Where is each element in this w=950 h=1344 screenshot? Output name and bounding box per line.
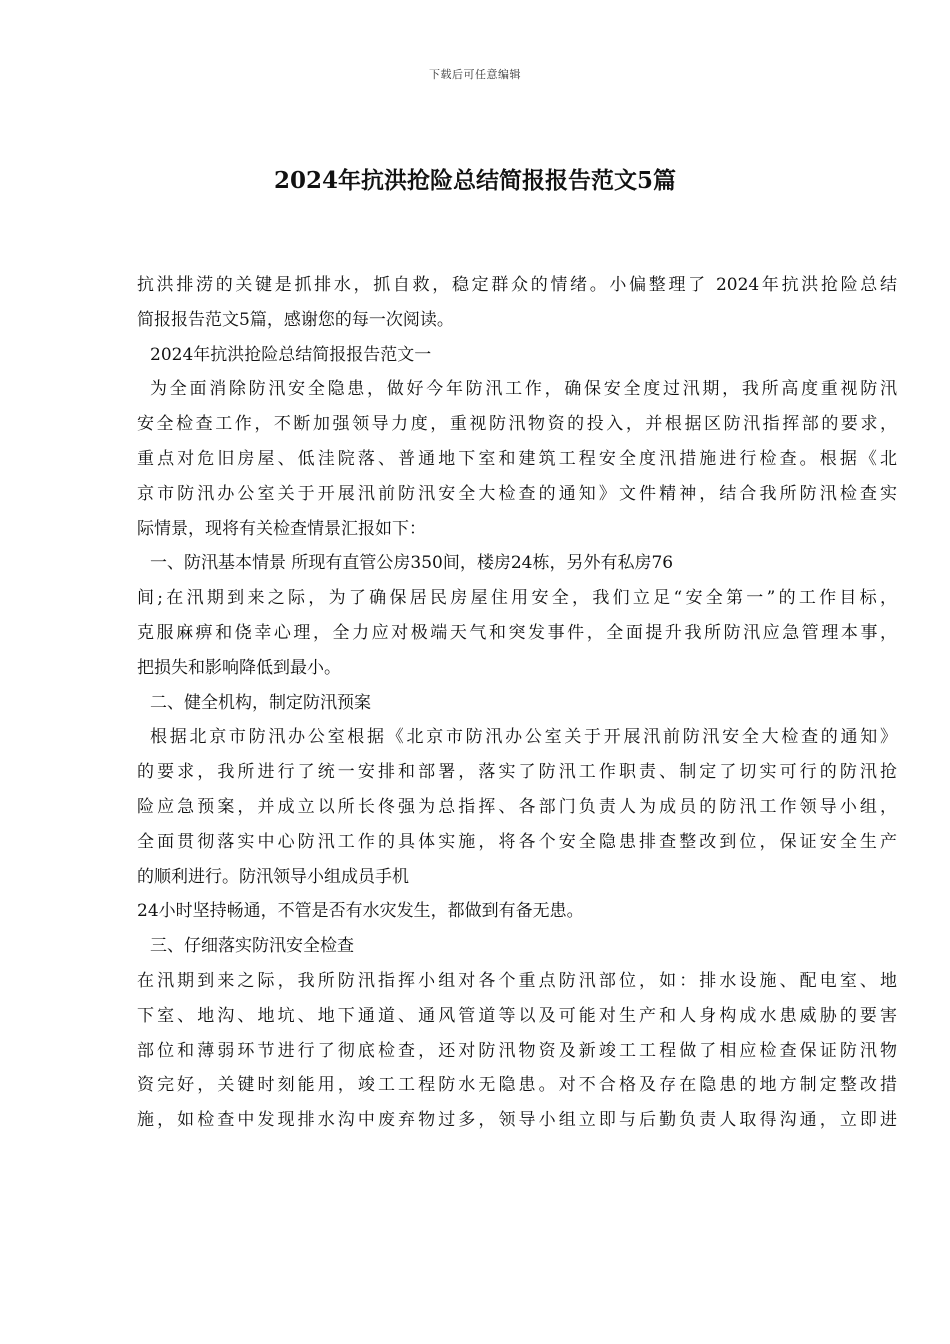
body-line: 为全面消除防汛安全隐患，做好今年防汛工作，确保安全度过汛期，我所高度重视防汛 <box>150 379 897 400</box>
body-line: 下室、地沟、地坑、地下通道、通风管道等以及可能对生产和人身构成水患威胁的要害 <box>137 1005 897 1026</box>
body-line: 安全检查工作，不断加强领导力度，重视防汛物资的投入，并根据区防汛指挥部的要求， <box>137 414 897 435</box>
body-line: 24小时坚持畅通，不管是否有水灾发生，都做到有备无患。 <box>137 901 584 922</box>
body-line: 全面贯彻落实中心防汛工作的具体实施，将各个安全隐患排查整改到位，保证安全生产 <box>137 831 897 852</box>
body-line: 间;在汛期到来之际，为了确保居民房屋住用安全，我们立足“安全第一”的工作目标， <box>137 588 897 609</box>
body-line: 险应急预案，并成立以所长佟强为总指挥、各部门负责人为成员的防汛工作领导小组， <box>137 796 897 817</box>
document-body <box>137 268 897 1138</box>
body-line: 重点对危旧房屋、低洼院落、普通地下室和建筑工程安全度汛措施进行检查。根据《北 <box>137 448 897 469</box>
body-line: 抗洪排涝的关键是抓排水，抓自救，稳定群众的情绪。小偏整理了 2024年抗洪抢险总结 <box>137 275 897 295</box>
body-line: 在汛期到来之际，我所防汛指挥小组对各个重点防汛部位，如：排水设施、配电室、地 <box>137 970 897 991</box>
body-line: 资完好，关键时刻能用，竣工工程防水无隐患。对不合格及存在隐患的地方制定整改措 <box>137 1075 897 1096</box>
body-line: 的要求，我所进行了统一安排和部署，落实了防汛工作职责、制定了切实可行的防汛抢 <box>137 762 897 783</box>
body-line: 克服麻痹和侥幸心理，全力应对极端天气和突发事件，全面提升我所防汛应急管理本事， <box>137 622 897 643</box>
body-line: 一、防汛基本情景 所现有直管公房350间，楼房24栋，另外有私房76 <box>150 553 674 574</box>
document-title: 2024年抗洪抢险总结简报报告范文5篇 <box>273 167 677 194</box>
body-line: 根据北京市防汛办公室根据《北京市防汛办公室关于开展汛前防汛安全大检查的通知》 <box>150 727 897 748</box>
body-line: 部位和薄弱环节进行了彻底检查，还对防汛物资及新竣工工程做了相应检查保证防汛物 <box>137 1040 897 1061</box>
body-line: 简报报告范文5篇，感谢您的每一次阅读。 <box>137 309 454 330</box>
header-note: 下载后可任意编辑 <box>429 68 521 81</box>
body-line: 2024年抗洪抢险总结简报报告范文一 <box>150 344 432 365</box>
body-line: 三、仔细落实防汛安全检查 <box>150 936 354 957</box>
body-line: 二、健全机构，制定防汛预案 <box>150 692 371 713</box>
body-line: 施，如检查中发现排水沟中废弃物过多，领导小组立即与后勤负责人取得沟通，立即进 <box>137 1110 897 1131</box>
body-line: 京市防汛办公室关于开展汛前防汛安全大检查的通知》文件精神，结合我所防汛检查实 <box>137 483 897 504</box>
body-line: 把损失和影响降低到最小。 <box>137 657 341 678</box>
body-line: 的顺利进行。防汛领导小组成员手机 <box>137 866 409 887</box>
body-line: 际情景，现将有关检查情景汇报如下： <box>137 518 426 539</box>
